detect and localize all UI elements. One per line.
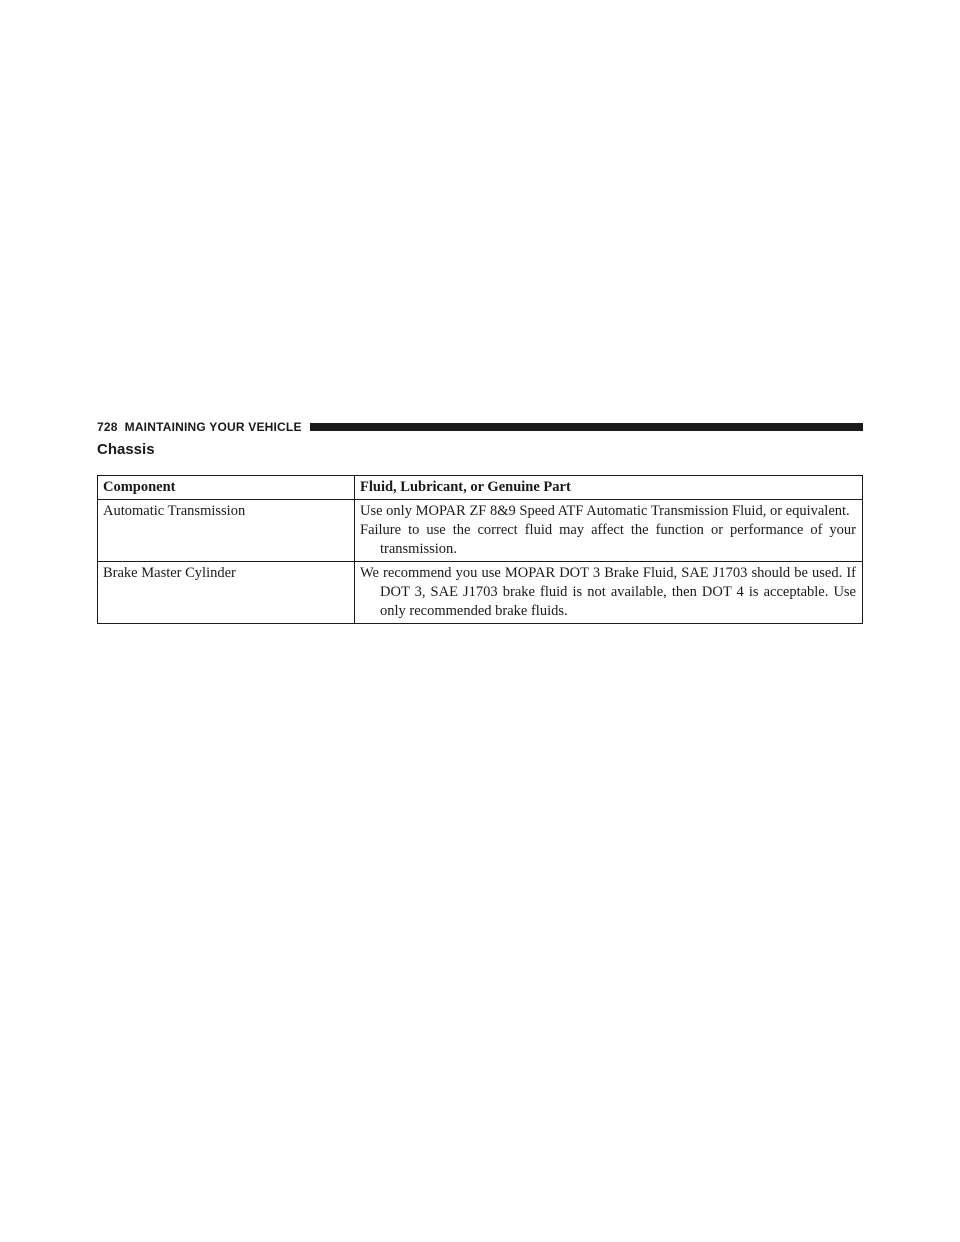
description-cell [355, 562, 863, 624]
table-row [98, 562, 863, 624]
description-paragraph: Failure to use the correct fluid may affect the function or performance of your transmission. [360, 522, 856, 557]
description-paragraph: We recommend you use MOPAR DOT 3 Brake Fluid, SAE J1703 should be used. If DOT 3, SAE J1703 brake fluid is not available, then DOT 4 is acceptable. Use only recommended brake fluids. [360, 565, 856, 619]
component-cell: Brake Master Cylinder [98, 562, 355, 624]
description-paragraph: Use only MOPAR ZF 8&9 Speed ATF Automatic Transmission Fluid, or equivalent. [360, 503, 850, 519]
page-header [97, 419, 863, 435]
table-row [98, 500, 863, 562]
fluids-table [97, 475, 863, 624]
column-header-component: Component [98, 476, 355, 500]
page-number: 728 [97, 420, 118, 434]
table-header-row [98, 476, 863, 500]
component-cell: Automatic Transmission [98, 500, 355, 562]
header-rule [310, 423, 863, 431]
section-title: Chassis [97, 441, 155, 458]
column-header-fluid: Fluid, Lubricant, or Genuine Part [355, 476, 863, 500]
description-cell [355, 500, 863, 562]
running-section-title: MAINTAINING YOUR VEHICLE [124, 420, 302, 434]
